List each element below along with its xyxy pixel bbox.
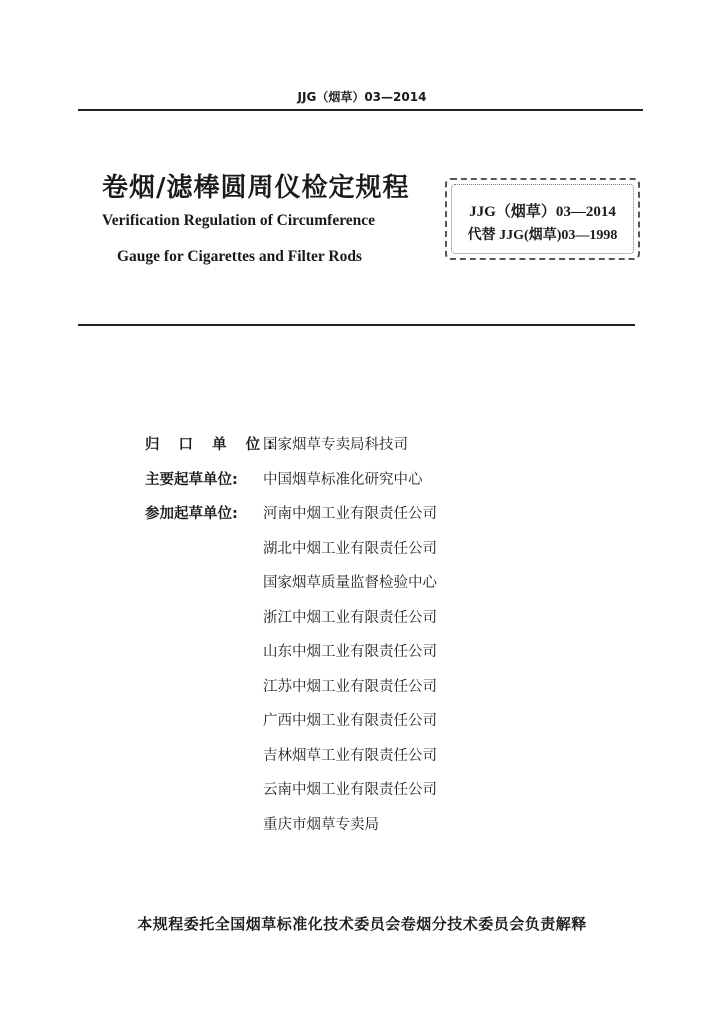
participant-item: 云南中烟工业有限责任公司 [263, 782, 437, 798]
participant-item: 重庆市烟草专卖局 [263, 816, 379, 833]
standard-code: JJG（烟草）03—2014 [469, 204, 616, 220]
interpretation-note: 本规程委托全国烟草标准化技术委员会卷烟分技术委员会负责解释 [137, 915, 587, 933]
participant-item: 河南中烟工业有限责任公司 [263, 506, 437, 522]
main-drafter-label: 主要起草单位: [145, 471, 238, 488]
participant-row [145, 709, 437, 744]
responsible-unit-row [145, 433, 437, 468]
replaced-standard-code: 代替 JJG(烟草)03—1998 [467, 228, 618, 243]
header-code: JJG（烟草）03—2014 [297, 90, 427, 104]
participant-row [145, 675, 437, 710]
header-rule [78, 109, 643, 111]
participants-label: 参加起草单位: [145, 506, 238, 522]
participant-row [145, 571, 437, 606]
participant-item: 国家烟草质量监督检验中心 [263, 575, 437, 591]
participant-row [145, 744, 437, 779]
main-drafter-value: 中国烟草标准化研究中心 [263, 471, 423, 488]
participant-item: 山东中烟工业有限责任公司 [263, 644, 437, 660]
participant-row [145, 813, 437, 848]
title-chinese: 卷烟/滤棒圆周仪检定规程 [102, 173, 410, 203]
responsible-unit-label: 归 口 单 位: [145, 437, 280, 453]
participant-item: 广西中烟工业有限责任公司 [263, 713, 437, 729]
participant-row [145, 537, 437, 572]
participant-row [145, 606, 437, 641]
title-english-line2: Gauge for Cigarettes and Filter Rods [117, 248, 362, 265]
participant-row [145, 502, 437, 537]
title-english-line1: Verification Regulation of Circumference [102, 212, 376, 229]
participant-item: 吉林烟草工业有限责任公司 [263, 747, 437, 764]
responsible-unit-value: 国家烟草专卖局科技司 [263, 437, 408, 453]
main-drafter-row [145, 468, 437, 503]
participant-item: 江苏中烟工业有限责任公司 [263, 678, 437, 695]
organization-list [145, 433, 437, 847]
standard-code-box [445, 178, 640, 260]
participant-item: 浙江中烟工业有限责任公司 [263, 609, 437, 626]
participant-item: 湖北中烟工业有限责任公司 [263, 540, 437, 557]
participant-row [145, 778, 437, 813]
participant-row [145, 640, 437, 675]
section-rule [78, 324, 635, 326]
